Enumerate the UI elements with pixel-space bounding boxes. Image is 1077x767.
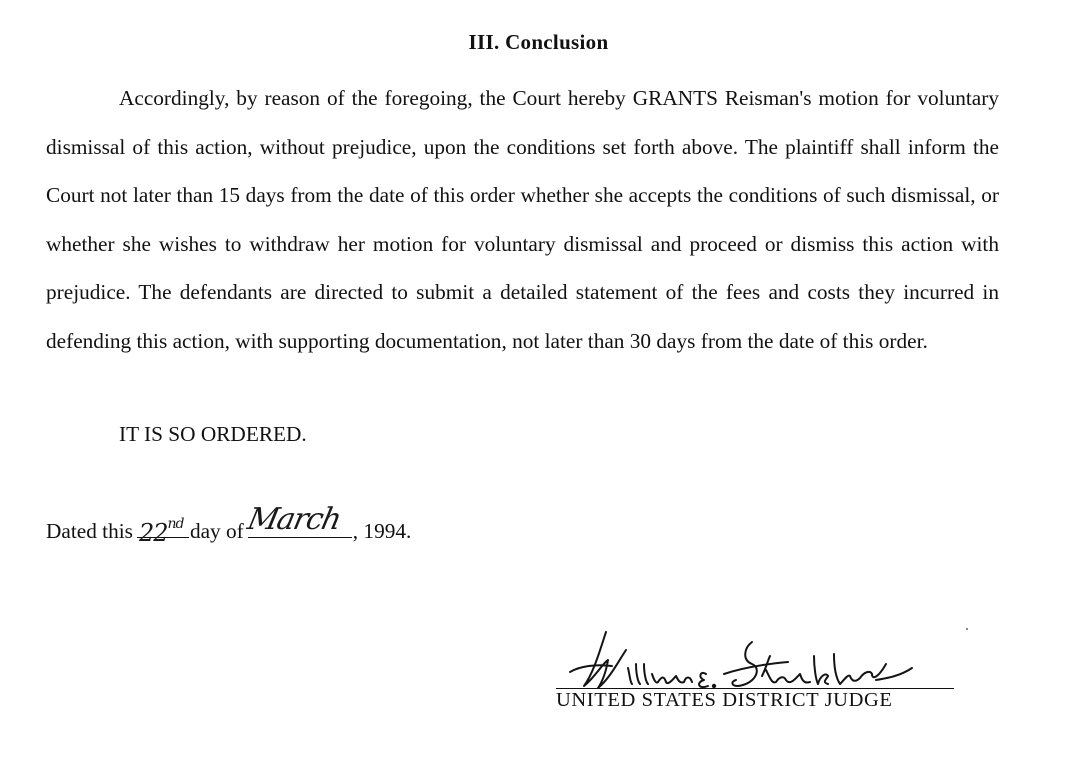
month-blank (244, 502, 352, 538)
handwritten-day-number: 22 (138, 519, 168, 547)
dated-line (46, 502, 412, 547)
conclusion-paragraph: Accordingly, by reason of the foregoing, the Court hereby GRANTS Reisman's motion for voluntary dismissal of this action, without prejudice, upon the conditions set forth above. The plaintiff shall inform the Court not later than 15 days from the date of this order whether she accepts the conditions of such dismissal, or whether she wishes to withdraw her motion for voluntary dismissal and proceed or dismiss this action with prejudice. The defendants are directed to submit a detailed statement of the fees and costs they incurred in defending this action, with supporting documentation, not later than 30 days from the date of this order. (46, 86, 999, 353)
dated-suffix: , 1994. (352, 519, 412, 543)
handwritten-day-suffix: nd (167, 516, 184, 532)
day-blank (137, 516, 189, 547)
dated-middle: day of (189, 519, 244, 543)
signature-block (556, 620, 956, 715)
order-statement: IT IS SO ORDERED. (119, 422, 307, 446)
handwritten-month: March (244, 502, 344, 537)
section-heading: III. Conclusion (468, 30, 609, 54)
dated-prefix: Dated this (46, 519, 133, 543)
judge-title: UNITED STATES DISTRICT JUDGE (556, 689, 893, 711)
handwritten-day (139, 513, 184, 548)
scan-speck (966, 628, 968, 630)
